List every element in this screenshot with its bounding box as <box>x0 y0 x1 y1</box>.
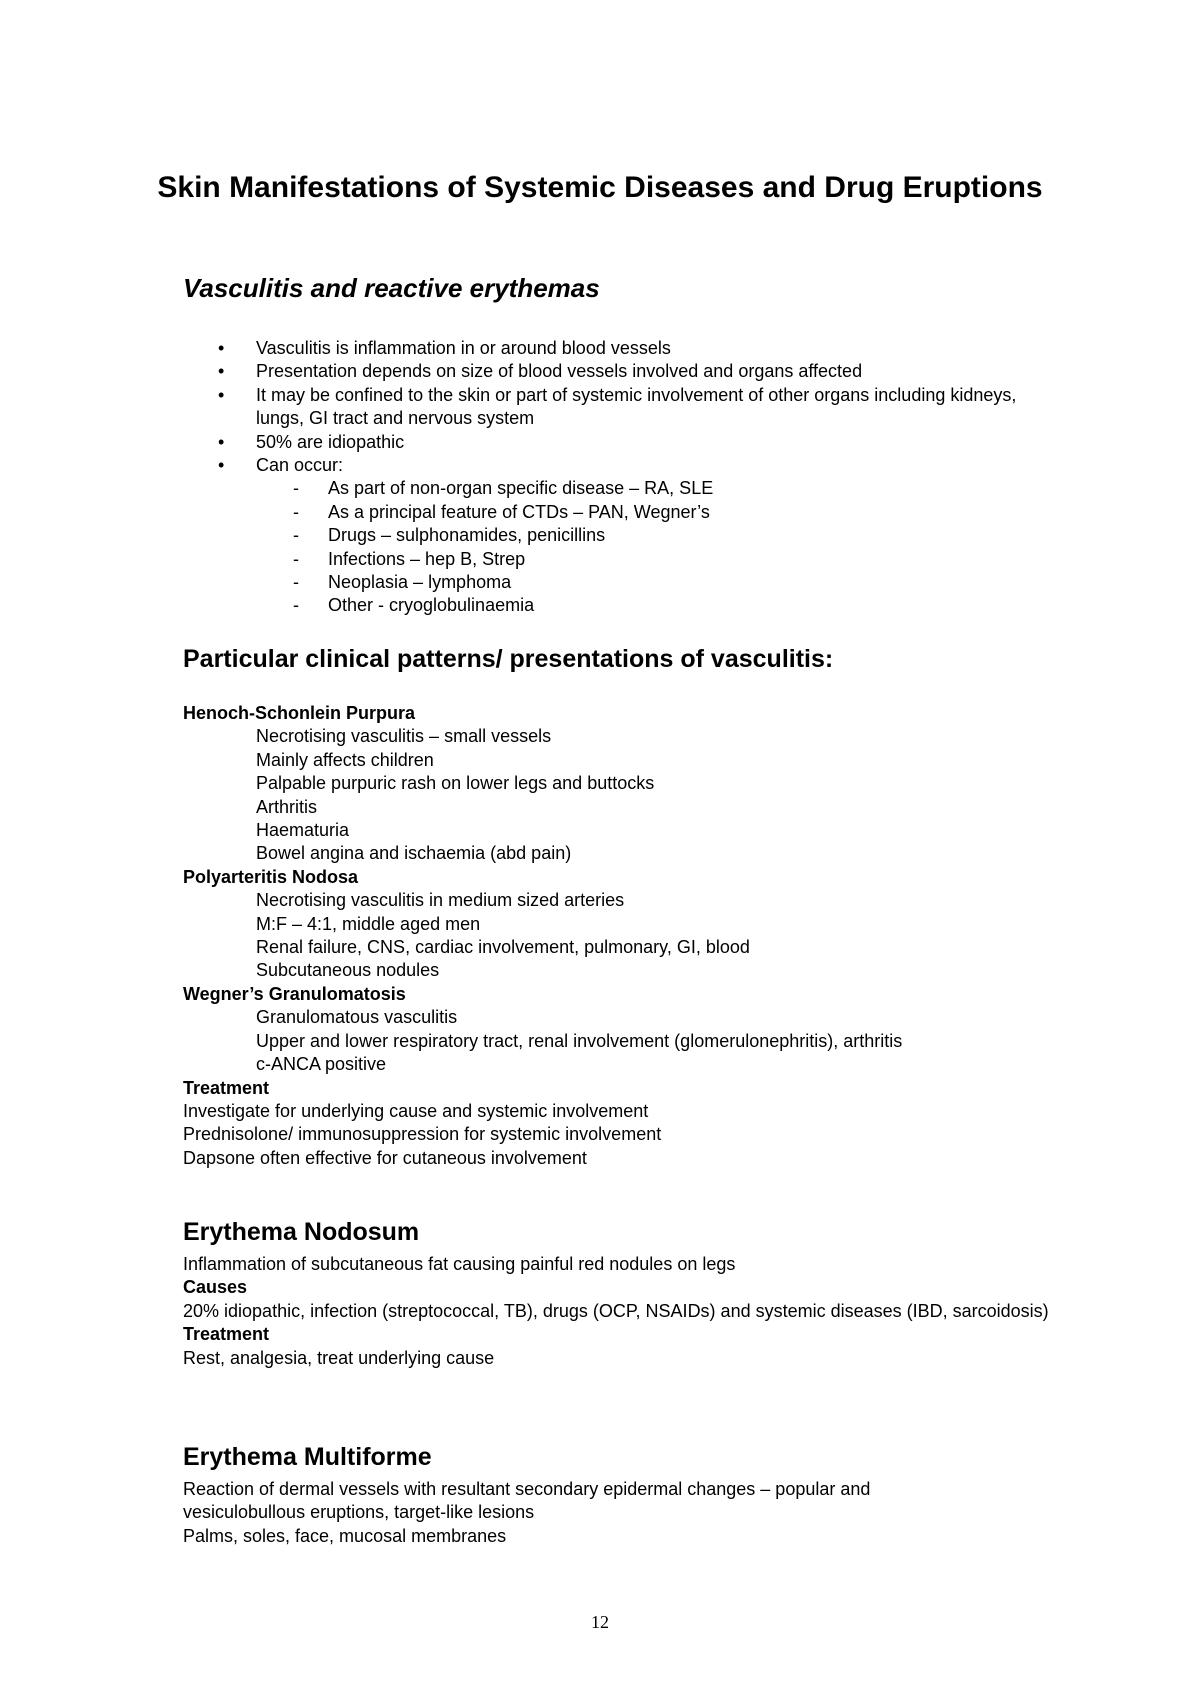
sub-item-text: As a principal feature of CTDs – PAN, Wegner’s <box>328 501 710 522</box>
sub-list-item <box>183 501 1063 524</box>
hsp-item: Palpable purpuric rash on lower legs and buttocks <box>256 773 655 794</box>
en-causes: 20% idiopathic, infection (streptococcal, TB), drugs (OCP, NSAIDs) and systemic diseases (IBD, sarcoidosis) <box>183 1300 1049 1321</box>
bullet-icon: • <box>218 338 225 358</box>
section-heading-vasculitis: Vasculitis and reactive erythemas <box>183 273 600 303</box>
sub-list-item <box>183 594 1063 617</box>
bullet-text: It may be confined to the skin or part of systemic involvement of other organs including kidneys, lungs, GI tract and nervous system <box>256 384 1017 429</box>
treatment-item: Prednisolone/ immunosuppression for systemic involvement <box>183 1124 662 1145</box>
sub-item-text: Drugs – sulphonamides, penicillins <box>328 525 606 546</box>
dash-icon: - <box>293 501 299 522</box>
en-causes-label: Causes <box>183 1277 248 1298</box>
bullet-text: Presentation depends on size of blood vessels involved and organs affected <box>256 361 863 382</box>
wegner-title: Wegner’s Granulomatosis <box>183 983 406 1004</box>
hsp-item: Haematuria <box>256 820 350 841</box>
sub-item-text: Neoplasia – lymphoma <box>328 572 512 593</box>
em-sites: Palms, soles, face, mucosal membranes <box>183 1525 507 1546</box>
hsp-item: Necrotising vasculitis – small vessels <box>256 726 552 747</box>
sub-item-text: As part of non-organ specific disease – RA, SLE <box>328 478 714 499</box>
bullet-icon: • <box>218 361 225 382</box>
erythema-nodosum-block <box>183 1253 1083 1370</box>
dash-icon: - <box>293 572 299 593</box>
treatment-item: Dapsone often effective for cutaneous involvement <box>183 1147 587 1168</box>
wegner-item: c-ANCA positive <box>256 1054 387 1075</box>
dash-icon: - <box>293 525 299 546</box>
hsp-item: Arthritis <box>256 796 318 817</box>
bullet-icon: • <box>218 384 225 405</box>
bullet-text: Vasculitis is inflammation in or around blood vessels <box>256 338 671 358</box>
em-description: Reaction of dermal vessels with resultant secondary epidermal changes – popular and vesiculobullous eruptions, target-like lesions <box>183 1479 871 1523</box>
page-title: Skin Manifestations of Systemic Diseases and Drug Eruptions <box>157 171 1043 204</box>
en-description: Inflammation of subcutaneous fat causing painful red nodules on legs <box>183 1254 736 1274</box>
pan-item: M:F – 4:1, middle aged men <box>256 913 481 934</box>
clinical-patterns-block <box>183 702 1083 1170</box>
can-occur-sublist <box>256 477 1063 617</box>
treatment-title: Treatment <box>183 1077 270 1098</box>
hsp-item: Mainly affects children <box>256 749 434 770</box>
dash-icon: - <box>293 548 299 569</box>
erythema-multiforme-block <box>183 1478 983 1548</box>
wegner-item: Upper and lower respiratory tract, renal involvement (glomerulonephritis), arthritis <box>256 1030 903 1051</box>
bullet-icon: • <box>218 455 225 476</box>
pan-item: Renal failure, CNS, cardiac involvement, pulmonary, GI, blood <box>256 937 750 958</box>
list-item <box>183 384 1063 431</box>
sub-list-item <box>183 548 1063 571</box>
dash-icon: - <box>293 478 299 499</box>
vasculitis-bullet-list <box>183 337 1063 618</box>
hsp-title: Henoch-Schonlein Purpura <box>183 703 416 723</box>
en-treatment-label: Treatment <box>183 1324 270 1345</box>
list-item <box>183 360 1063 383</box>
list-item <box>183 431 1063 454</box>
section-heading-erythema-nodosum: Erythema Nodosum <box>183 1218 420 1246</box>
sub-item-text: Infections – hep B, Strep <box>328 548 526 569</box>
bullet-icon: • <box>218 431 225 452</box>
wegner-item: Granulomatous vasculitis <box>256 1007 458 1028</box>
sub-list-item <box>183 477 1063 500</box>
bullet-text: Can occur: <box>256 455 344 476</box>
dash-icon: - <box>293 595 299 616</box>
list-item <box>183 454 1063 618</box>
page-number: 12 <box>591 1612 609 1632</box>
section-heading-clinical-patterns: Particular clinical patterns/ presentations of vasculitis: <box>183 645 834 673</box>
list-item <box>183 337 1063 360</box>
treatment-item: Investigate for underlying cause and systemic involvement <box>183 1100 649 1121</box>
en-treatment: Rest, analgesia, treat underlying cause <box>183 1347 495 1368</box>
sub-list-item <box>183 571 1063 594</box>
pan-item: Subcutaneous nodules <box>256 960 440 981</box>
bullet-text: 50% are idiopathic <box>256 431 405 452</box>
pan-item: Necrotising vasculitis in medium sized arteries <box>256 890 625 911</box>
hsp-item: Bowel angina and ischaemia (abd pain) <box>256 843 572 864</box>
section-heading-erythema-multiforme: Erythema Multiforme <box>183 1443 432 1471</box>
sub-item-text: Other - cryoglobulinaemia <box>328 595 535 616</box>
pan-title: Polyarteritis Nodosa <box>183 866 359 887</box>
sub-list-item <box>183 524 1063 547</box>
